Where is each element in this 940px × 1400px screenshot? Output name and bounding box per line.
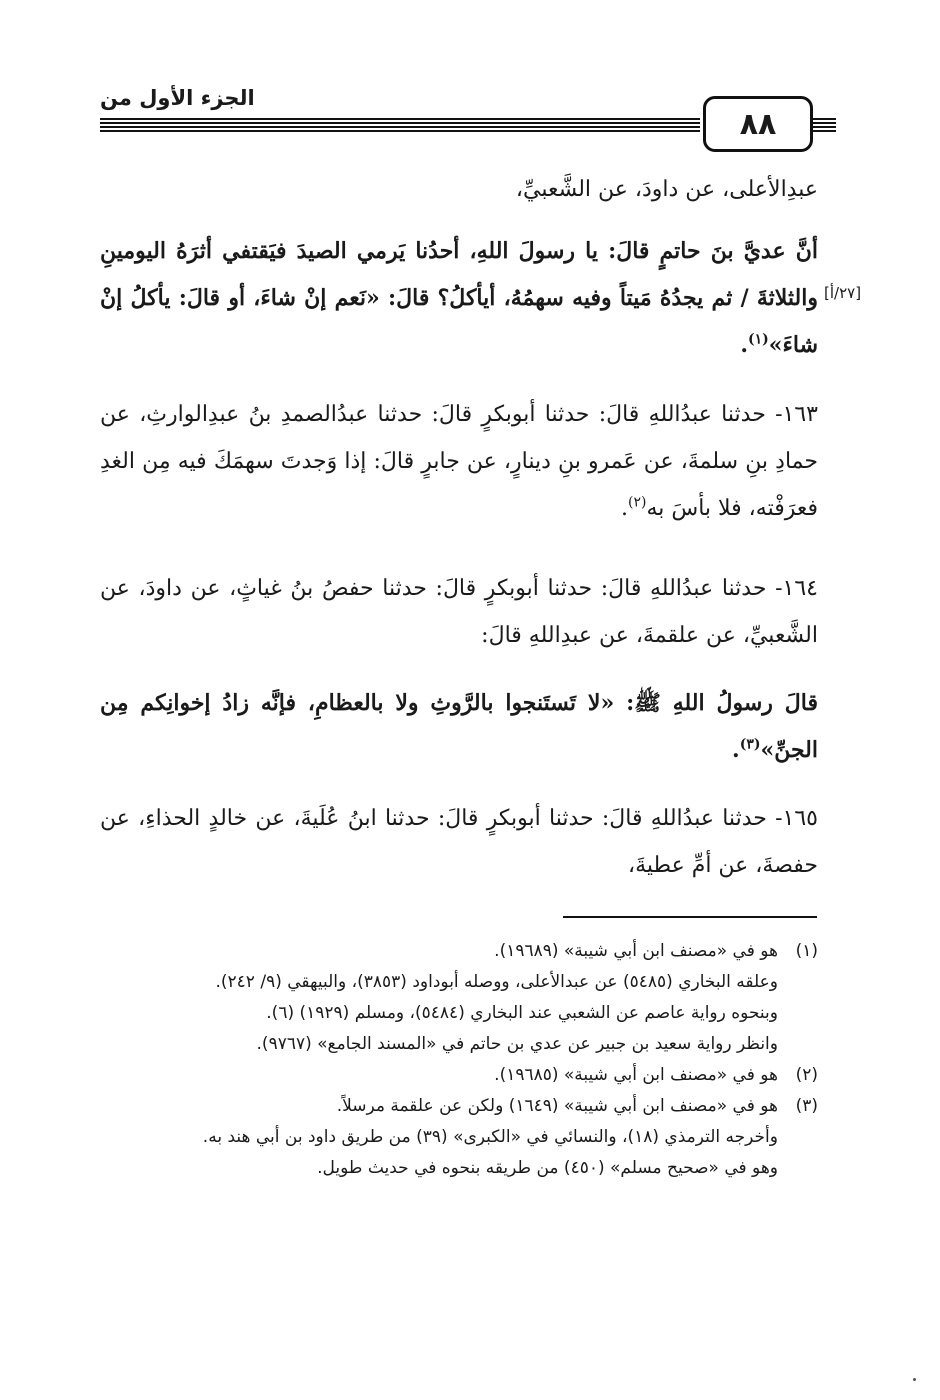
scan-speck <box>913 1378 916 1381</box>
paragraph-163: ١٦٣- حدثنا عبدُاللهِ قالَ: حدثنا أبوبكرٍ قالَ: حدثنا عبدُالصمدِ بنُ عبدِالوارثِ، عن حمادِ بنِ سلمةَ، عن عَمرو بنِ دينارٍ، عن جابرٍ قالَ: إذا وَجدتَ سهمَكَ فيه مِن الغدِ فعرَفْته، فلا بأسَ به$^{(٢)}$. <box>100 402 818 521</box>
footnote-reference: (١) <box>747 331 769 348</box>
paragraph-chain-end <box>100 166 818 213</box>
page-number-box <box>703 96 813 152</box>
footnote-2 <box>100 1060 818 1091</box>
footnote-reference: (٢) <box>627 494 647 511</box>
footnote-reference: (٣) <box>739 736 761 753</box>
footnote-1-line: وبنحوه رواية عاصم عن الشعبي عند البخاري (٥٤٨٤)، ومسلم (١٩٢٩) (٦). <box>266 1003 778 1023</box>
running-title: الجزء الأول من <box>100 86 255 110</box>
paragraph-165 <box>100 795 818 889</box>
footnote-number: (٣) <box>795 1096 818 1116</box>
footnote-1-line: وعلقه البخاري (٥٤٨٥) عن عبدالأعلى، ووصله أبوداود (٣٨٥٣)، والبيهقي (٩/ ٢٤٢). <box>215 972 778 992</box>
page-number: ٨٨ <box>739 106 777 142</box>
footnote-3-line: وأخرجه الترمذي (١٨)، والنسائي في «الكبرى» (٣٩) من طريق داود بن أبي هند به. <box>202 1127 778 1147</box>
paragraph-text: ١٦٣- حدثنا عبدُاللهِ قالَ: حدثنا أبوبكرٍ قالَ: حدثنا عبدُالصمدِ بنُ عبدِالوارثِ، عن حمادِ بنِ سلمةَ، عن عَمرو بنِ دينارٍ، عن جابرٍ قالَ: إذا وَجدتَ سهمَكَ فيه مِن الغدِ فعرَفْته، فلا بأسَ به <box>100 402 818 521</box>
footnote-3-line: وهو في «صحيح مسلم» (٤٥٠) من طريقه بنحوه في حديث طويل. <box>317 1158 778 1178</box>
footnote-text: هو في «مصنف ابن أبي شيبة» (١٩٦٨٩). <box>494 941 778 961</box>
paragraph-164 <box>100 565 818 659</box>
paragraph-hadith-adi: أنَّ عديَّ بنَ حاتمٍ قالَ: يا رسولَ اللهِ، أحدُنا يَرمي الصيدَ فيَقتفي أثرَهُ اليومينِ والثلاثةَ / ثم يجدُهُ مَيتاً وفيه سهمُهُ، أيأكلُ؟ قالَ: «نَعم إنْ شاءَ، أو قالَ: يأكلُ إنْ شاءَ»$^{(١)}$. <box>100 238 818 358</box>
footnotes-section <box>100 936 818 1184</box>
paragraph-text: ١٦٥- حدثنا عبدُاللهِ قالَ: حدثنا أبوبكرٍ قالَ: حدثنا ابنُ عُلَيةَ، عن خالدٍ الحذاءِ، عن حفصةَ، عن أمِّ عطيةَ، <box>100 806 818 878</box>
paragraph-text: ١٦٤- حدثنا عبدُاللهِ قالَ: حدثنا أبوبكرٍ قالَ: حدثنا حفصُ بنُ غياثٍ، عن داودَ، عن الشَّعبيِّ، عن علقمةَ، عن عبدِاللهِ قالَ: <box>100 576 818 648</box>
footnote-separator <box>563 916 817 918</box>
header-rule <box>100 118 700 132</box>
footnote-number: (١) <box>795 941 818 961</box>
margin-folio-note: [٢٧/أ] <box>824 284 862 302</box>
footnote-3 <box>100 1091 818 1122</box>
footnote-text: هو في «مصنف ابن أبي شيبة» (١٦٤٩) ولكن عن علقمة مرسلاً. <box>336 1096 778 1116</box>
footnote-1-line: وانظر رواية سعيد بن جبير عن عدي بن حاتم في «المسند الجامع» (٩٧٦٧). <box>256 1034 778 1054</box>
footnote-1 <box>100 936 818 967</box>
header-rule-right <box>812 118 836 132</box>
footnote-number: (٢) <box>795 1065 818 1085</box>
paragraph-text: أنَّ عديَّ بنَ حاتمٍ قالَ: يا رسولَ اللهِ، أحدُنا يَرمي الصيدَ فيَقتفي أثرَهُ اليومينِ والثلاثةَ / ثم يجدُهُ مَيتاً وفيه سهمُهُ، أيأكلُ؟ قالَ: «نَعم إنْ شاءَ، أو قالَ: يأكلُ إنْ شاءَ» <box>100 238 818 358</box>
paragraph-text: قالَ رسولُ اللهِ ﷺ: «لا تَستَنجوا بالرَّوثِ ولا بالعظامِ، فإنَّه زادُ إخوانِكم مِن الجنِّ» <box>100 690 818 763</box>
paragraph-hadith-prophet: قالَ رسولُ اللهِ ﷺ: «لا تَستَنجوا بالرَّوثِ ولا بالعظامِ، فإنَّه زادُ إخوانِكم مِن الجنِّ»$^{(٣)}$. <box>100 690 818 763</box>
paragraph-text: عبدِالأعلى، عن داودَ، عن الشَّعبيِّ، <box>515 177 818 202</box>
footnote-text: هو في «مصنف ابن أبي شيبة» (١٩٦٨٥). <box>494 1065 778 1085</box>
